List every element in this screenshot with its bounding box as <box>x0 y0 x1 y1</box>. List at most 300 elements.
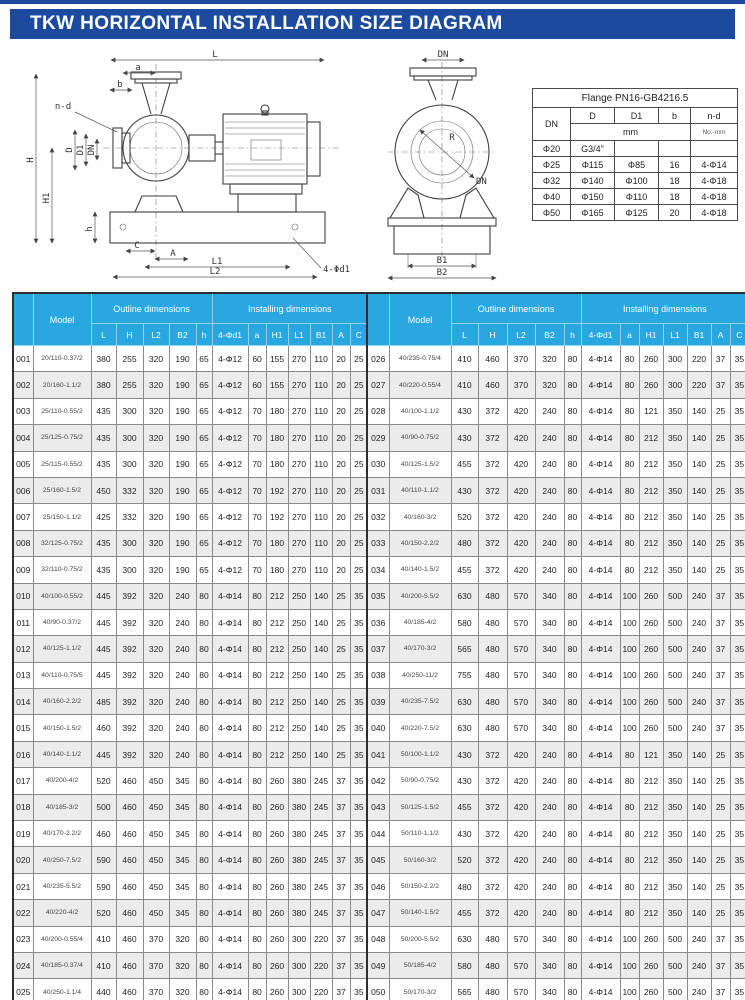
value-cell: 35 <box>730 768 745 794</box>
value-cell: 80 <box>620 557 639 583</box>
value-cell: 80 <box>620 451 639 477</box>
table-row <box>13 979 368 1000</box>
value-cell: 372 <box>478 477 507 503</box>
value-cell: 4-Φ14 <box>581 583 620 609</box>
value-cell: 37 <box>711 979 730 1000</box>
value-cell: 500 <box>663 926 687 952</box>
value-cell: 212 <box>639 557 663 583</box>
value-cell: 35 <box>730 662 745 688</box>
value-cell: 35 <box>350 952 368 978</box>
value-cell: 80 <box>564 504 581 530</box>
flange-cell: 4-Φ18 <box>691 189 738 205</box>
row-number-cell: 016 <box>13 741 33 767</box>
value-cell: 20 <box>332 557 350 583</box>
table-row <box>367 979 745 1000</box>
value-cell: 220 <box>310 979 332 1000</box>
value-cell: 300 <box>663 372 687 398</box>
col-model: Model <box>33 293 91 346</box>
row-number-cell: 036 <box>367 609 389 635</box>
value-cell: 240 <box>535 425 564 451</box>
value-cell: 250 <box>288 609 310 635</box>
value-cell: 4-Φ14 <box>581 504 620 530</box>
model-cell: 25/160-1.5/2 <box>33 477 91 503</box>
table-row <box>367 583 745 609</box>
value-cell: 4-Φ14 <box>212 900 248 926</box>
value-cell: 80 <box>620 821 639 847</box>
table-row <box>367 689 745 715</box>
value-cell: 500 <box>663 583 687 609</box>
value-cell: 37 <box>332 847 350 873</box>
col-B1: B1 <box>310 324 332 346</box>
value-cell: 410 <box>91 926 116 952</box>
value-cell: 480 <box>478 926 507 952</box>
model-cell: 32/110-0.75/2 <box>33 557 91 583</box>
value-cell: 100 <box>620 636 639 662</box>
value-cell: 80 <box>248 689 266 715</box>
table-row <box>13 636 368 662</box>
value-cell: 110 <box>310 504 332 530</box>
row-number-cell: 033 <box>367 530 389 556</box>
value-cell: 480 <box>478 715 507 741</box>
value-cell: 372 <box>478 900 507 926</box>
value-cell: 35 <box>730 873 745 899</box>
value-cell: 580 <box>451 609 478 635</box>
value-cell: 460 <box>478 372 507 398</box>
col-L2: L2 <box>507 324 535 346</box>
value-cell: 245 <box>310 873 332 899</box>
value-cell: 80 <box>196 715 212 741</box>
row-number-cell: 024 <box>13 952 33 978</box>
value-cell: 240 <box>535 794 564 820</box>
value-cell: 520 <box>451 504 478 530</box>
value-cell: 80 <box>620 873 639 899</box>
value-cell: 35 <box>350 741 368 767</box>
dim-label-a: a <box>135 63 141 73</box>
value-cell: 630 <box>451 583 478 609</box>
value-cell: 420 <box>507 504 535 530</box>
value-cell: 110 <box>310 346 332 372</box>
flange-row <box>533 205 738 221</box>
value-cell: 35 <box>730 900 745 926</box>
model-cell: 40/185-4/2 <box>389 609 451 635</box>
value-cell: 20 <box>332 451 350 477</box>
value-cell: 212 <box>266 609 288 635</box>
value-cell: 445 <box>91 636 116 662</box>
row-number-cell: 041 <box>367 741 389 767</box>
dim-label-h: h <box>85 226 95 232</box>
value-cell: 35 <box>350 609 368 635</box>
value-cell: 450 <box>143 794 169 820</box>
table-row <box>367 952 745 978</box>
value-cell: 35 <box>730 952 745 978</box>
value-cell: 35 <box>350 900 368 926</box>
value-cell: 480 <box>478 979 507 1000</box>
value-cell: 340 <box>535 952 564 978</box>
value-cell: 340 <box>535 583 564 609</box>
value-cell: 4-Φ12 <box>212 557 248 583</box>
col-row-number <box>13 293 33 346</box>
value-cell: 245 <box>310 794 332 820</box>
value-cell: 350 <box>663 530 687 556</box>
value-cell: 220 <box>687 372 711 398</box>
value-cell: 100 <box>620 662 639 688</box>
table-row <box>367 768 745 794</box>
value-cell: 270 <box>288 346 310 372</box>
row-number-cell: 002 <box>13 372 33 398</box>
value-cell: 300 <box>288 979 310 1000</box>
value-cell: 320 <box>535 372 564 398</box>
value-cell: 410 <box>91 952 116 978</box>
value-cell: 80 <box>196 926 212 952</box>
value-cell: 25 <box>711 398 730 424</box>
value-cell: 370 <box>143 926 169 952</box>
value-cell: 4-Φ12 <box>212 477 248 503</box>
value-cell: 65 <box>196 451 212 477</box>
value-cell: 80 <box>620 768 639 794</box>
value-cell: 460 <box>116 900 143 926</box>
value-cell: 570 <box>507 979 535 1000</box>
value-cell: 350 <box>663 398 687 424</box>
value-cell: 140 <box>687 425 711 451</box>
value-cell: 80 <box>248 794 266 820</box>
value-cell: 4-Φ12 <box>212 346 248 372</box>
value-cell: 570 <box>507 926 535 952</box>
model-cell: 40/200-5.5/2 <box>389 583 451 609</box>
value-cell: 65 <box>196 372 212 398</box>
value-cell: 80 <box>620 398 639 424</box>
value-cell: 140 <box>687 504 711 530</box>
value-cell: 250 <box>288 583 310 609</box>
value-cell: 35 <box>350 583 368 609</box>
model-cell: 40/235-7.5/2 <box>389 689 451 715</box>
col-B2: B2 <box>535 324 564 346</box>
value-cell: 450 <box>91 477 116 503</box>
dim-label-H: H <box>26 157 36 163</box>
value-cell: 20 <box>332 346 350 372</box>
model-cell: 40/250-7.5/2 <box>33 847 91 873</box>
value-cell: 435 <box>91 398 116 424</box>
value-cell: 140 <box>310 609 332 635</box>
value-cell: 37 <box>711 636 730 662</box>
value-cell: 20 <box>332 425 350 451</box>
value-cell: 35 <box>350 979 368 1000</box>
value-cell: 110 <box>310 372 332 398</box>
value-cell: 320 <box>143 583 169 609</box>
value-cell: 180 <box>266 451 288 477</box>
flange-cell: Φ110 <box>615 189 659 205</box>
value-cell: 80 <box>564 583 581 609</box>
value-cell: 70 <box>248 557 266 583</box>
value-cell: 300 <box>116 557 143 583</box>
value-cell: 80 <box>248 821 266 847</box>
model-cell: 50/110-1.1/2 <box>389 821 451 847</box>
value-cell: 25 <box>332 715 350 741</box>
value-cell: 480 <box>478 583 507 609</box>
value-cell: 4-Φ14 <box>581 715 620 741</box>
value-cell: 80 <box>564 689 581 715</box>
table-row <box>13 689 368 715</box>
model-cell: 50/200-5.5/2 <box>389 926 451 952</box>
value-cell: 140 <box>687 900 711 926</box>
model-cell: 50/100-1.1/2 <box>389 741 451 767</box>
flange-cell <box>691 141 738 157</box>
value-cell: 240 <box>535 504 564 530</box>
value-cell: 25 <box>350 504 368 530</box>
table-row <box>367 425 745 451</box>
dim-label-H1: H1 <box>42 192 52 204</box>
value-cell: 480 <box>451 530 478 556</box>
flange-cell: Φ100 <box>615 173 659 189</box>
value-cell: 4-Φ12 <box>212 398 248 424</box>
value-cell: 420 <box>507 557 535 583</box>
value-cell: 590 <box>91 873 116 899</box>
value-cell: 320 <box>143 398 169 424</box>
value-cell: 372 <box>478 425 507 451</box>
value-cell: 340 <box>535 609 564 635</box>
value-cell: 455 <box>451 557 478 583</box>
value-cell: 37 <box>711 346 730 372</box>
value-cell: 140 <box>687 821 711 847</box>
value-cell: 25 <box>711 821 730 847</box>
value-cell: 300 <box>663 346 687 372</box>
value-cell: 35 <box>730 821 745 847</box>
value-cell: 140 <box>687 477 711 503</box>
value-cell: 570 <box>507 952 535 978</box>
value-cell: 445 <box>91 583 116 609</box>
table-row <box>367 715 745 741</box>
value-cell: 80 <box>564 609 581 635</box>
value-cell: 340 <box>535 636 564 662</box>
value-cell: 4-Φ14 <box>581 346 620 372</box>
value-cell: 65 <box>196 398 212 424</box>
value-cell: 250 <box>288 636 310 662</box>
col-H1: H1 <box>266 324 288 346</box>
model-cell: 40/250-11/2 <box>389 662 451 688</box>
value-cell: 65 <box>196 530 212 556</box>
dim-label-D1: D1 <box>76 144 86 156</box>
value-cell: 4-Φ14 <box>581 926 620 952</box>
value-cell: 4-Φ14 <box>581 662 620 688</box>
value-cell: 300 <box>116 530 143 556</box>
value-cell: 372 <box>478 821 507 847</box>
value-cell: 570 <box>507 583 535 609</box>
value-cell: 480 <box>451 873 478 899</box>
row-number-cell: 007 <box>13 504 33 530</box>
value-cell: 450 <box>143 768 169 794</box>
value-cell: 37 <box>711 662 730 688</box>
value-cell: 500 <box>663 609 687 635</box>
row-number-cell: 015 <box>13 715 33 741</box>
value-cell: 370 <box>507 372 535 398</box>
value-cell: 425 <box>91 504 116 530</box>
value-cell: 420 <box>507 530 535 556</box>
dim-label-DN-side: DN <box>476 177 487 187</box>
row-number-cell: 009 <box>13 557 33 583</box>
value-cell: 192 <box>266 477 288 503</box>
value-cell: 25 <box>332 583 350 609</box>
flange-unit-mm: mm <box>571 124 691 141</box>
row-number-cell: 010 <box>13 583 33 609</box>
value-cell: 4-Φ14 <box>581 873 620 899</box>
value-cell: 80 <box>620 346 639 372</box>
value-cell: 480 <box>478 662 507 688</box>
value-cell: 410 <box>451 372 478 398</box>
value-cell: 320 <box>143 741 169 767</box>
value-cell: 630 <box>451 715 478 741</box>
model-cell: 40/110-0.75/5 <box>33 662 91 688</box>
dim-label-D: D <box>65 147 75 153</box>
value-cell: 35 <box>730 504 745 530</box>
value-cell: 445 <box>91 662 116 688</box>
table-row <box>13 477 368 503</box>
model-cell: 50/90-0.75/2 <box>389 768 451 794</box>
value-cell: 4-Φ12 <box>212 451 248 477</box>
value-cell: 480 <box>478 609 507 635</box>
value-cell: 245 <box>310 768 332 794</box>
value-cell: 37 <box>332 768 350 794</box>
value-cell: 245 <box>310 847 332 873</box>
row-number-cell: 011 <box>13 609 33 635</box>
model-cell: 40/235-0.75/4 <box>389 346 451 372</box>
flange-col-dn: DN <box>533 108 571 141</box>
value-cell: 80 <box>564 952 581 978</box>
value-cell: 25 <box>332 689 350 715</box>
value-cell: 80 <box>564 794 581 820</box>
value-cell: 80 <box>196 847 212 873</box>
value-cell: 630 <box>451 689 478 715</box>
value-cell: 260 <box>266 873 288 899</box>
table-row <box>13 398 368 424</box>
value-cell: 25 <box>711 900 730 926</box>
table-row <box>367 662 745 688</box>
value-cell: 570 <box>507 715 535 741</box>
value-cell: 4-Φ14 <box>212 821 248 847</box>
value-cell: 320 <box>169 952 196 978</box>
flange-cell <box>659 141 691 157</box>
value-cell: 320 <box>143 609 169 635</box>
value-cell: 4-Φ14 <box>212 609 248 635</box>
value-cell: 350 <box>663 504 687 530</box>
value-cell: 35 <box>730 741 745 767</box>
row-number-cell: 028 <box>367 398 389 424</box>
value-cell: 570 <box>507 636 535 662</box>
row-number-cell: 022 <box>13 900 33 926</box>
value-cell: 345 <box>169 900 196 926</box>
value-cell: 80 <box>248 609 266 635</box>
value-cell: 240 <box>535 530 564 556</box>
value-cell: 37 <box>332 900 350 926</box>
value-cell: 340 <box>535 689 564 715</box>
value-cell: 37 <box>332 821 350 847</box>
value-cell: 80 <box>196 873 212 899</box>
value-cell: 320 <box>169 979 196 1000</box>
value-cell: 35 <box>350 689 368 715</box>
value-cell: 460 <box>91 821 116 847</box>
value-cell: 270 <box>288 451 310 477</box>
value-cell: 35 <box>730 847 745 873</box>
col-h: h <box>564 324 581 346</box>
value-cell: 80 <box>564 926 581 952</box>
value-cell: 350 <box>663 557 687 583</box>
model-cell: 25/125-0.75/2 <box>33 425 91 451</box>
value-cell: 420 <box>507 794 535 820</box>
table-row <box>13 741 368 767</box>
value-cell: 70 <box>248 425 266 451</box>
value-cell: 435 <box>91 451 116 477</box>
value-cell: 37 <box>332 952 350 978</box>
value-cell: 180 <box>266 425 288 451</box>
value-cell: 270 <box>288 398 310 424</box>
value-cell: 460 <box>116 979 143 1000</box>
value-cell: 460 <box>116 794 143 820</box>
value-cell: 65 <box>196 425 212 451</box>
value-cell: 110 <box>310 530 332 556</box>
value-cell: 212 <box>639 900 663 926</box>
value-cell: 570 <box>507 609 535 635</box>
value-cell: 430 <box>451 425 478 451</box>
row-number-cell: 048 <box>367 926 389 952</box>
value-cell: 80 <box>196 583 212 609</box>
value-cell: 320 <box>143 689 169 715</box>
value-cell: 80 <box>196 662 212 688</box>
value-cell: 190 <box>169 477 196 503</box>
value-cell: 240 <box>535 398 564 424</box>
value-cell: 212 <box>266 583 288 609</box>
value-cell: 4-Φ14 <box>581 425 620 451</box>
value-cell: 380 <box>288 900 310 926</box>
value-cell: 100 <box>620 689 639 715</box>
model-cell: 40/160-3/2 <box>389 504 451 530</box>
row-number-cell: 046 <box>367 873 389 899</box>
table-row <box>367 794 745 820</box>
value-cell: 35 <box>350 636 368 662</box>
table-row <box>13 346 368 372</box>
value-cell: 260 <box>266 952 288 978</box>
value-cell: 320 <box>143 530 169 556</box>
value-cell: 80 <box>564 477 581 503</box>
value-cell: 4-Φ14 <box>212 952 248 978</box>
value-cell: 480 <box>478 636 507 662</box>
value-cell: 35 <box>350 926 368 952</box>
row-number-cell: 035 <box>367 583 389 609</box>
col-B2: B2 <box>169 324 196 346</box>
value-cell: 240 <box>169 689 196 715</box>
value-cell: 455 <box>451 794 478 820</box>
value-cell: 345 <box>169 873 196 899</box>
value-cell: 80 <box>564 346 581 372</box>
value-cell: 80 <box>620 530 639 556</box>
value-cell: 35 <box>730 425 745 451</box>
value-cell: 300 <box>116 451 143 477</box>
value-cell: 80 <box>196 689 212 715</box>
value-cell: 110 <box>310 557 332 583</box>
value-cell: 320 <box>143 715 169 741</box>
value-cell: 212 <box>639 794 663 820</box>
value-cell: 260 <box>639 979 663 1000</box>
value-cell: 460 <box>116 847 143 873</box>
row-number-cell: 045 <box>367 847 389 873</box>
row-number-cell: 013 <box>13 662 33 688</box>
value-cell: 190 <box>169 398 196 424</box>
value-cell: 80 <box>564 979 581 1000</box>
value-cell: 240 <box>169 662 196 688</box>
value-cell: 25 <box>332 609 350 635</box>
value-cell: 4-Φ14 <box>581 557 620 583</box>
table-row <box>367 346 745 372</box>
value-cell: 35 <box>350 821 368 847</box>
value-cell: 70 <box>248 451 266 477</box>
value-cell: 372 <box>478 847 507 873</box>
